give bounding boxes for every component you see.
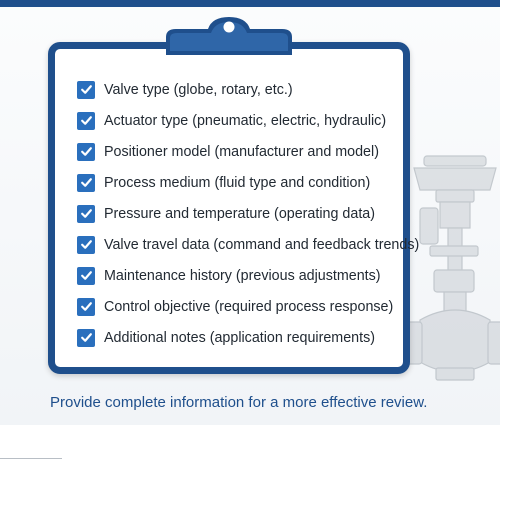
checklist-item-label: Additional notes (application requirements) — [104, 329, 375, 346]
checklist-item — [77, 322, 419, 353]
right-margin — [500, 0, 512, 512]
checklist-item — [77, 291, 419, 322]
checklist-item — [77, 198, 419, 229]
checklist-item-label: Process medium (fluid type and condition) — [104, 174, 371, 191]
checklist-item-label: Control objective (required process response) — [104, 298, 394, 315]
checkmark-icon[interactable] — [77, 112, 95, 130]
checklist-item-label: Maintenance history (previous adjustments) — [104, 267, 381, 284]
checklist-item — [77, 167, 419, 198]
checkmark-icon[interactable] — [77, 267, 95, 285]
footer-message: Provide complete information for a more effective review. — [50, 394, 428, 411]
checkmark-icon[interactable] — [77, 236, 95, 254]
checklist-item — [77, 260, 419, 291]
top-accent-band — [0, 0, 500, 7]
checkmark-icon[interactable] — [77, 143, 95, 161]
checklist-item-label: Valve type (globe, rotary, etc.) — [104, 81, 293, 98]
checklist — [77, 74, 419, 353]
checklist-board — [48, 42, 420, 374]
checklist-item — [77, 229, 419, 260]
checklist-item — [77, 136, 419, 167]
checkmark-icon[interactable] — [77, 298, 95, 316]
checklist-item-label: Pressure and temperature (operating data) — [104, 205, 375, 222]
checklist-item-label: Actuator type (pneumatic, electric, hydraulic) — [104, 112, 387, 129]
checklist-item — [77, 105, 419, 136]
clipboard-clip-icon — [160, 15, 298, 55]
checkmark-icon[interactable] — [77, 329, 95, 347]
divider — [0, 458, 62, 459]
checkmark-icon[interactable] — [77, 174, 95, 192]
checklist-item-label: Valve travel data (command and feedback trends) — [104, 236, 420, 253]
checklist-item — [77, 74, 419, 105]
checklist-item-label: Positioner model (manufacturer and model) — [104, 143, 379, 160]
checkmark-icon[interactable] — [77, 81, 95, 99]
checkmark-icon[interactable] — [77, 205, 95, 223]
